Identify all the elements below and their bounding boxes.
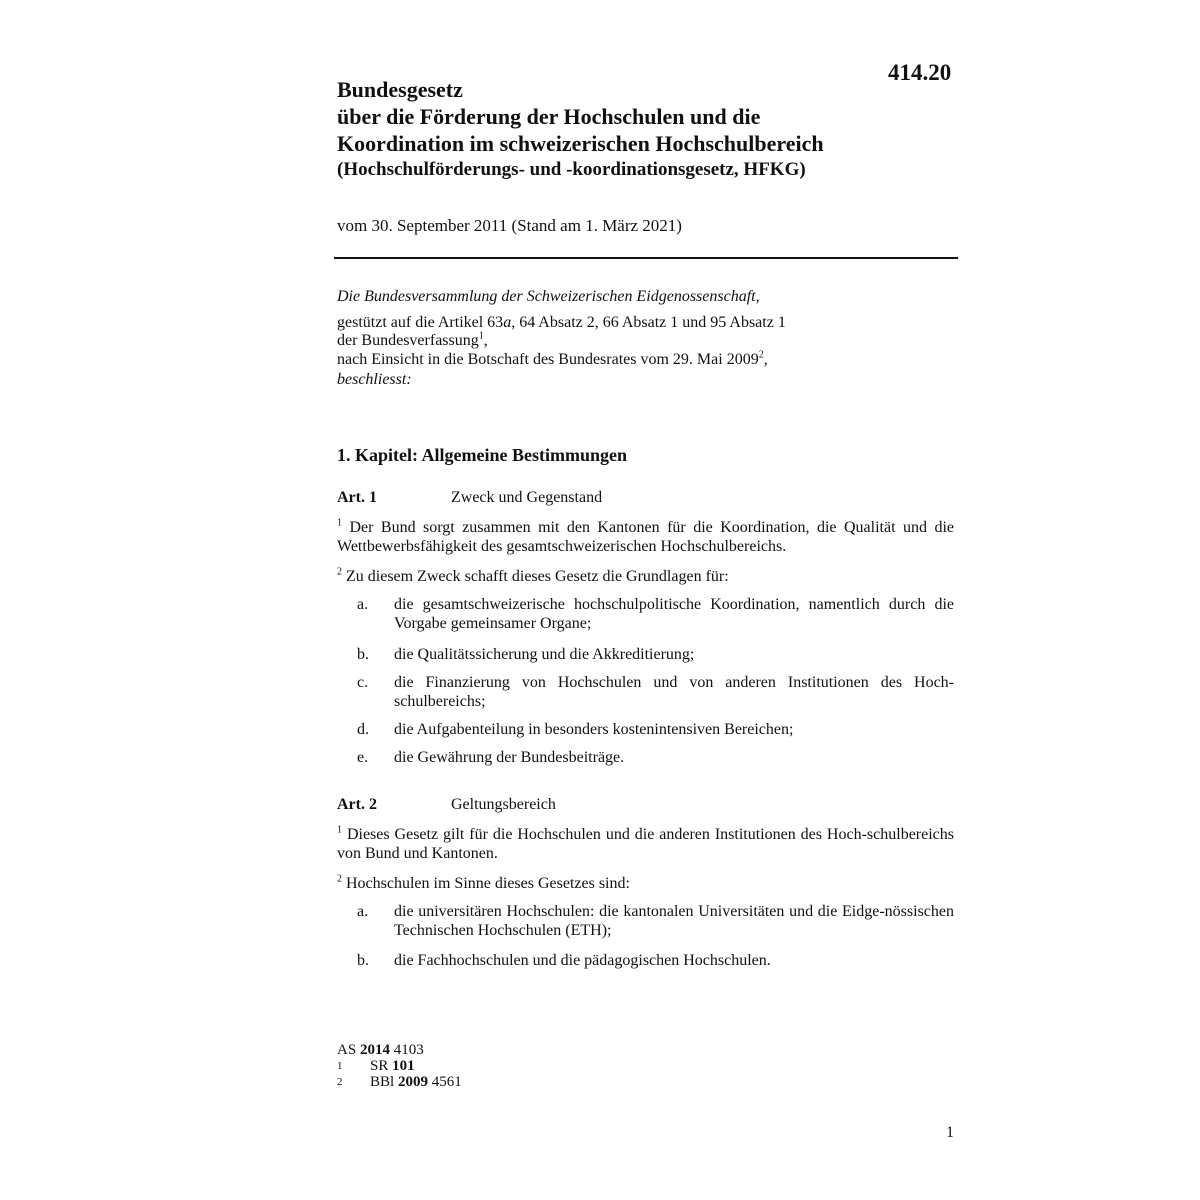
article-paragraph [337,567,954,586]
article-paragraph [337,825,954,863]
footnote-ref[interactable]: 1 [478,331,484,343]
law-subtitle: (Hochschulförderungs- und -koordinationsgesetz, HFKG) [337,159,806,180]
paragraph-number: 1 [337,824,342,836]
list-text: die Aufgabenteilung in besonders kostenintensiven Bereichen; [394,721,794,738]
paragraph-text: Zu diesem Zweck schafft dieses Gesetz die Grundlagen für: [342,568,729,585]
header-divider [334,257,958,259]
preamble-basis-text: gestützt auf die Artikel 63 [337,314,504,332]
preamble-decides: beschliesst: [337,370,412,388]
article-number: Art. 2 [337,796,377,813]
footnote-number: 2 [337,1076,343,1088]
list-letter: a. [357,596,369,613]
article-heading [337,796,556,814]
list-text: die universitären Hochschulen: die kantonalen Universitäten und die Eidge-nössischen Technischen Hochschulen (ETH); [394,903,954,939]
title-line: Bundesgesetz [337,77,463,102]
paragraph-text: Hochschulen im Sinne dieses Gesetzes sind: [342,875,630,892]
list-letter: e. [357,749,369,766]
preamble-constitution [337,332,957,350]
preamble-message-text: nach Einsicht in die Botschaft des Bundesrates vom 29. Mai 2009 [337,350,759,368]
article-number: Art. 1 [337,489,377,506]
preamble-basis-text: , 64 Absatz 2, 66 Absatz 1 und 95 Absatz 1 [511,314,786,332]
law-title [337,76,957,182]
footnote-1 [337,1058,462,1074]
as-reference [337,1042,462,1058]
preamble-assembly: Die Bundesversammlung der Schweizerischen Eidgenossenschaft, [337,288,760,305]
preamble-message [337,351,957,369]
preamble-constitution-text: der Bundesverfassung [337,332,479,350]
footnotes [337,1042,462,1090]
list-letter: d. [357,721,369,738]
list-letter: b. [357,646,369,663]
preamble-basis-italic: a [503,314,512,332]
list-text: die Gewährung der Bundesbeiträge. [394,749,625,766]
list-text: die Fachhochschulen und die pädagogischen Hochschulen. [394,952,771,969]
footnote-2 [337,1074,462,1090]
list-letter: b. [357,952,369,969]
footnote-bold: 2009 [397,1074,428,1090]
preamble [337,288,957,389]
article-paragraph [337,874,954,893]
footnote-ref[interactable]: 2 [758,349,764,361]
list-letter: c. [357,674,369,691]
list-letter: a. [357,903,369,920]
as-page: 4103 [389,1042,424,1058]
footnote-bold: 101 [392,1058,415,1074]
paragraph-text: Der Bund sorgt zusammen mit den Kantonen für die Koordination, die Qualität und die Wettbewerbsfähigkeit des gesamtschweizerischen Hochschulbereichs. [337,519,954,555]
footnote-text: SR [370,1058,393,1074]
list-text: die Qualitätssicherung und die Akkreditierung; [394,646,695,663]
as-year: 2014 [359,1042,390,1058]
title-line: Koordination im schweizerischen Hochschulbereich [337,131,824,156]
paragraph-number: 1 [337,517,342,529]
list-text: die gesamtschweizerische hochschulpolitische Koordination, namentlich durch die Vorgabe gemeinsamer Organe; [394,596,954,632]
preamble-basis [337,314,957,332]
as-prefix: AS [337,1042,360,1058]
article-title: Zweck und Gegenstand [451,489,603,506]
footnote-text: BBl [370,1074,398,1090]
footnote-text: 4561 [427,1074,462,1090]
article-paragraph [337,518,954,556]
paragraph-text: Dieses Gesetz gilt für die Hochschulen und die anderen Institutionen des Hoch-schulbereichs von Bund und Kantonen. [337,826,954,862]
paragraph-number: 2 [337,873,342,885]
page-number: 1 [946,1124,954,1141]
sr-number: 414.20 [888,60,952,85]
chapter-heading: 1. Kapitel: Allgemeine Bestimmungen [337,445,627,465]
title-line: über die Förderung der Hochschulen und die [337,104,761,129]
punctuation: , [483,332,488,350]
punctuation: , [763,350,768,368]
article-title: Geltungsbereich [451,796,556,813]
list-text: die Finanzierung von Hochschulen und von anderen Institutionen des Hoch-schulbereichs; [394,674,954,710]
article-heading [337,489,602,507]
law-date: vom 30. September 2011 (Stand am 1. März 2021) [337,216,682,235]
paragraph-number: 2 [337,566,342,578]
footnote-number: 1 [337,1060,343,1072]
